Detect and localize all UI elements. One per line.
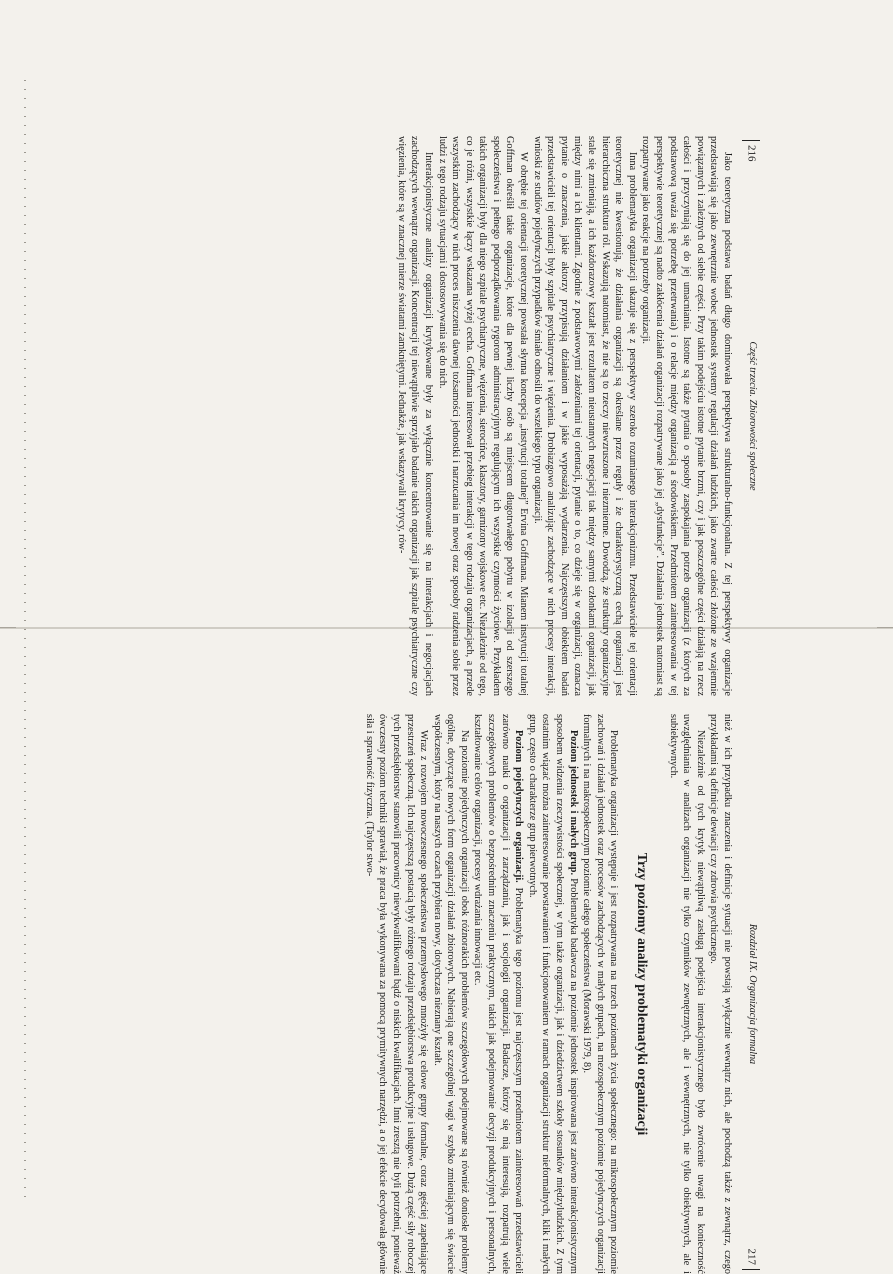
- paragraph: Interakcjonistyczne analizy organizacji krytykowane były za wyłącznie koncentrowanie się na interakcjach i negocjacjach zachodzących wewnątrz organizacji. Koncentracji tej niewątpliwie sprzyjało badanie takich organizacji jak szpitale psychiatryczne czy więzienia, które są w znacznej mierze światami zamkniętymi. Jednakże, jak wskazywali krytycy, rów-: [394, 136, 435, 696]
- left-page: [0, 136, 760, 696]
- paragraph: Wraz z rozwojem nowoczesnego społeczeństwa przemysłowego mnożyły się celowe grupy formalne, coraz gęściej zapełniające przestrzeń społeczną. Ich najczęstszą postacią były różnego rodzaju przedsiębiorstwa produkcyjne i usługowe. Dużą część siły roboczej tych przedsiębiorstw stanowili pracownicy niewykwalifikowani bądź o niskich kwalifikacjach. Inni zresztą nie byli potrzebni, ponieważ ówczesny poziom techniki sprawiał, że praca była wykonywana za pomocą prymitywnych narzędzi, a o jej efekcie decydowała głównie siła i sprawność fizyczna. (Taylor stwo-: [362, 714, 430, 1274]
- paragraph: Inna problematyka organizacji ukazuje się z perspektywy szeroko rozumianego interakcjonizmu. Przedstawiciele tej orientacji teoretycznej nie kwestionują, że działania organizacji są określane przez reguły i że charakterystyczną cechą organizacji jest hierarchiczna struktura ról. Wskazują natomiast, że nie są to rzeczy niewzruszone i niezmienne. Dowodzą, że struktury organizacyjne stale się zmieniają, a ich każdorazowy kształt jest rezultatem nieustannych negocjacji tak między samymi członkami organizacji, jak między nimi a ich klientami. Zgodnie z podstawowymi założeniami tej orientacji, pytanie o to, co dzieje się w organizacji, oznacza pytanie o znaczenia, jakie aktorzy przypisują działaniom i w jakie wyposażają wydarzenia. Najczęstszym obiektem badań przedstawicieli tej orientacji były szpitale psychiatryczne i więzienia. Drobiazgowo analizując zachodzące w nich procesy interakcji, wnioski ze studiów pojedynczych przypadków śmiało odnosili do wszelkiego typu organizacji.: [530, 136, 639, 696]
- paragraph: nież w ich przypadku znaczenia i definicje sytuacji nie powstają wyłącznie wewnątrz nich, ale pochodzą także z zewnątrz, czego przykładami są definicje dewiacji czy zdrowia psychicznego.: [707, 714, 734, 1274]
- right-page-number: 217: [742, 1249, 760, 1274]
- right-page: [0, 714, 760, 1274]
- right-page-text: [362, 714, 734, 1274]
- left-running-title: Część trzecia. Zbiorowości społeczne: [747, 136, 758, 696]
- paragraph: Jako teoretyczna podstawa badań długo dominowała perspektywa strukturalno-funkcjonalna. Z tej perspektywy organizacje przedstawiają się jako zewnętrznie wobec jednostek systemy regulacji działań ludzkich, jako zwarte całości złożone ze wzajemnie powiązanych i zależnych od siebie części. Przy takim podejściu istotne pytanie brzmi, czy i jak poszczególne części działają na rzecz całości i przyczyniają się do jej umacniania. Istotne są także pytania o sposoby zaspokajania potrzeb organizacji (z których za podstawową uważa się potrzebę przetrwania) i o relacje między organizacją a środowiskiem. Przedmiotem zainteresowania w tej perspektywie teoretycznej są nadto zakłócenia działań organizacji rozpatrywane jako jej „dysfunkcje”. Działania jednostek natomiast są rozpatrywane jako reakcje na potrzeby organizacji.: [639, 136, 734, 696]
- paragraph-with-lead: [471, 714, 525, 1274]
- left-running-head: [740, 136, 760, 696]
- left-page-number: 216: [742, 136, 760, 162]
- right-running-head: [740, 714, 760, 1274]
- bold-lead: Poziom pojedynczych organizacji.: [513, 730, 524, 883]
- paragraph: Problematyka organizacji występuje i jest rozpatrywana na trzech poziomach życia społecznego: na mikrospołecznym poziomie zachowań i działań jednostek oraz procesów zachodzących w małych grupach, na mezospołecznym poziomie pojedynczych organizacji formalnych i na makrospołecznym poziomie całego społeczeństwa (Morawski 1979, 8).: [580, 714, 621, 1274]
- paragraph-text: Problematyka tego poziomu jest najczęstszym przedmiotem zainteresowań przedstawicieli zarówno nauki o organizacji i zarządzaniu, jak i socjologii organizacji. Badacze, którzy się nią interesują, rozpatrują wiele szczegółowych problemów o bezpośrednim znaczeniu praktycznym, takich jak podejmowanie decyzji produkcyjnych i personalnych, kształtowanie celów organizacji, procesy wdrażania innowacji etc.: [473, 714, 525, 1274]
- paragraph-text: Problematyka badawcza na poziomie jednostek inspirowana jest zarówno interakcjonistycznym sposobem widzenia rzeczywistości społecznej, w tym także organizacji, jak i dziedzictwem szkoły stosunków międzyludzkich. Z tym ostatnim wiązać można zainteresowanie powstawaniem i funkcjonowaniem w ramach organizacji struktur nieformalnych, klik i małych grup, często o charakterze grup pierwotnych.: [527, 714, 579, 1274]
- section-heading: Trzy poziomy analizy problematyki organizacji: [634, 714, 648, 1274]
- left-page-text: [394, 136, 734, 696]
- bold-lead: Poziom jednostek i małych grup.: [568, 730, 579, 875]
- paragraph: W obrębie tej orientacji teoretycznej powstała słynna koncepcja „instytucji totalnej” Ervina Goffmana. Mianem instytucji totalnej Goffman określił takie organizacje, które dla pewnej liczby osób są miejscem długotrwałego pobytu w izolacji od szerszego społeczeństwa i pełnego podporządkowania rygorom administracyjnym regulującym ich wszystkie czynności życiowe. Przykładem takich organizacji były dla niego szpitale psychiatryczne, więzienia, sierocińce, klasztory, garnizony wojskowe etc. Niezależnie od tego, co je różni, wszystkie łączy wskazana wyżej cecha. Goffmana interesował przebieg interakcji w tego rodzaju organizacjach, a przede wszystkim zachodzący w nich proces niszczenia dawnej tożsamości jednostki i narzucania im nowej oraz sposoby radzenia sobie przez ludzi z tego rodzaju sytuacjami i dostosowywania się do nich.: [435, 136, 530, 696]
- paragraph: Niezależnie od tych krytyk niewątpliwą zasługą podejścia interakcjonistycznego było zwrócenie uwagi na konieczność uwzględniania w analizach organizacji nie tylko czynników zewnętrznych, ale i wewnętrznych, nie tylko obiektywnych, ale i subiektywnych.: [666, 714, 707, 1274]
- right-running-title: Rozdział IX. Organizacja formalna: [747, 714, 758, 1274]
- fold-tick-right: [877, 627, 893, 628]
- paragraph-with-lead: [525, 714, 579, 1274]
- paragraph: Na poziomie pojedynczych organizacji obok różnorakich problemów szczegółowych podejmowane są również doniosłe problemy ogólne, dotyczące nowych form organizacji działań zbiorowych. Nabierają one szczególnej wagi w szybko zmieniającym się świecie współczesnym, który na naszych oczach przybiera nowy, dotychczas nieznany kształt.: [430, 714, 471, 1274]
